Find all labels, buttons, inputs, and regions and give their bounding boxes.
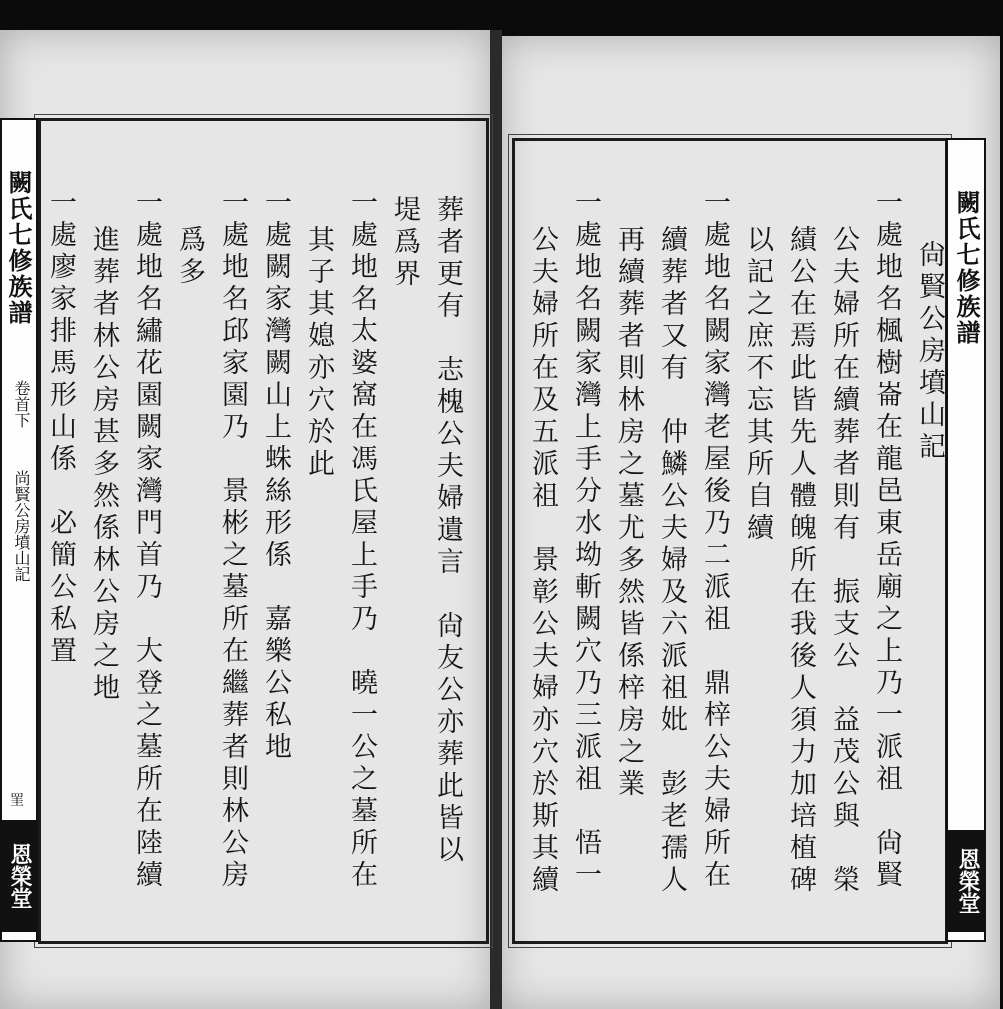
left-column-4: 其子其媳亦穴於此 (303, 225, 334, 481)
left-margin-band (0, 118, 38, 942)
left-column-3: 一處地名太婆窩在馮氏屋上手乃 曉一公之墓所在 (346, 188, 377, 892)
right-margin-band (946, 138, 986, 942)
left-hall-name: 恩榮堂 (2, 820, 36, 932)
right-column-7: 續葬者又有 仲鱗公夫婦及六派祖妣 彭老孺人 (656, 225, 687, 897)
book-gutter (490, 30, 502, 1009)
right-column-5: 以記之庶不忘其所自續 (742, 225, 773, 545)
right-margin-title: 闕氏七修族譜 (952, 190, 981, 346)
left-column-9: 進葬者林公房甚多然係林公房之地 (88, 225, 119, 705)
left-column-2: 堤爲界 (389, 195, 420, 291)
right-column-8: 再續葬者則林房之墓尤多然皆係梓房之業 (613, 225, 644, 801)
right-column-6: 一處地名闕家灣老屋後乃二派祖 鼎梓公夫婦所在 (699, 188, 730, 892)
right-column-9: 一處地名闕家灣上手分水坳斬闕穴乃三派祖 悟一 (570, 188, 601, 892)
right-column-10: 公夫婦所在及五派祖 景彰公夫婦亦穴於斯其續 (527, 225, 558, 897)
right-column-3: 公夫婦所在續葬者則有 振支公 益茂公與 榮 (828, 225, 859, 897)
left-column-1: 葬者更有 志槐公夫婦遺言 尙友公亦葬此皆以 (432, 195, 463, 867)
left-column-7: 爲多 (174, 225, 205, 289)
left-column-8: 一處地名繡花園闕家灣門首乃 大登之墓所在陸續 (131, 188, 162, 892)
left-column-5: 一處闕家灣闕山上蛛絲形係 嘉樂公私地 (260, 188, 291, 764)
right-column-1: 尙賢公房墳山記 (914, 240, 945, 464)
right-column-4: 績公在焉此皆先人體魄所在我後人須力加培植碑 (785, 225, 816, 897)
left-page-number: 罣 (10, 793, 24, 809)
left-column-6: 一處地名邱家園乃 景彬之墓所在繼葬者則林公房 (217, 188, 248, 892)
left-margin-section: 尚賢公房墳山記 (12, 470, 31, 582)
right-column-2: 一處地名楓樹崙在龍邑東岳廟之上乃一派祖 尙賢 (871, 188, 902, 892)
left-margin-volume: 卷首下 (12, 380, 31, 428)
right-hall-name: 恩榮堂 (948, 830, 984, 932)
left-margin-title: 闕氏七修族譜 (4, 170, 33, 326)
left-column-10: 一處廖家排馬形山係 必簡公私置 (45, 188, 76, 668)
